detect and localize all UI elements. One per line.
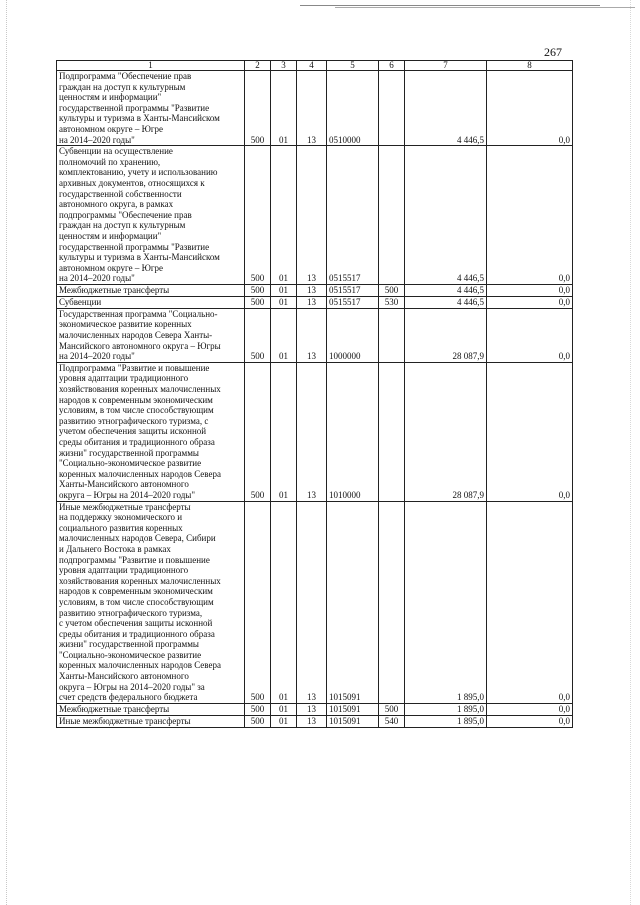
target-article-code: 1000000 [327, 308, 379, 362]
section-code: 01 [271, 703, 297, 715]
federal-amount-value: 0,0 [487, 308, 573, 362]
table-row [57, 146, 573, 285]
expense-type-code: 500 [379, 703, 405, 715]
amount-value: 4 446,5 [405, 284, 487, 296]
expense-type-code [379, 362, 405, 501]
federal-amount-value: 0,0 [487, 501, 573, 703]
item-name: Иные межбюджетные трансферты на поддержку экономического и социального развития коренных малочисленных народов Севера, Сибири и Дальнего Востока в рамках подпрограммы "Развитие и повышение уровня адаптации традиционного хозяйствования коренных малочисленных народов к современным экономическим условиям, в том числе способствующим развитию этнографического туризма, с учетом обеспечения защиты исконной среды обитания и традиционного образа жизни" государственной программы "Социально-экономическое развитие коренных малочисленных народов Севера Ханты-Мансийского автономного округа – Югры на 2014–2020 годы" за счет средств федерального бюджета [57, 501, 245, 703]
target-article-code: 1015091 [327, 501, 379, 703]
expense-type-code: 540 [379, 715, 405, 727]
ministry-code: 500 [245, 71, 271, 146]
table-row [57, 715, 573, 727]
amount-value: 4 446,5 [405, 146, 487, 285]
table-row [57, 71, 573, 146]
amount-value: 1 895,0 [405, 703, 487, 715]
left-scan-margin [6, 0, 11, 905]
table-row [57, 703, 573, 715]
subsection-code: 13 [297, 296, 327, 308]
federal-amount-value: 0,0 [487, 296, 573, 308]
ministry-code: 500 [245, 703, 271, 715]
section-code: 01 [271, 362, 297, 501]
amount-value: 4 446,5 [405, 296, 487, 308]
subsection-code: 13 [297, 501, 327, 703]
federal-amount-value: 0,0 [487, 703, 573, 715]
ministry-code: 500 [245, 501, 271, 703]
amount-value: 1 895,0 [405, 715, 487, 727]
page-number: 267 [544, 45, 562, 59]
federal-amount-value: 0,0 [487, 715, 573, 727]
amount-value: 28 087,9 [405, 308, 487, 362]
column-header: 6 [379, 61, 405, 71]
table-row [57, 308, 573, 362]
right-scan-margin [630, 0, 635, 905]
subsection-code: 13 [297, 715, 327, 727]
expense-type-code: 530 [379, 296, 405, 308]
federal-amount-value: 0,0 [487, 146, 573, 285]
table-row [57, 296, 573, 308]
section-code: 01 [271, 308, 297, 362]
item-name: Подпрограмма "Обеспечение прав граждан на доступ к культурным ценностям и информации" государственной программы "Развитие культуры и туризма в Ханты-Мансийском автономном округе – Югре на 2014–2020 годы" [57, 71, 245, 146]
federal-amount-value: 0,0 [487, 284, 573, 296]
subsection-code: 13 [297, 703, 327, 715]
subsection-code: 13 [297, 308, 327, 362]
ministry-code: 500 [245, 284, 271, 296]
subsection-code: 13 [297, 71, 327, 146]
ministry-code: 500 [245, 296, 271, 308]
section-code: 01 [271, 715, 297, 727]
column-header: 8 [487, 61, 573, 71]
table-header-row [57, 61, 573, 71]
section-code: 01 [271, 71, 297, 146]
section-code: 01 [271, 284, 297, 296]
column-header: 3 [271, 61, 297, 71]
target-article-code: 1010000 [327, 362, 379, 501]
column-header: 7 [405, 61, 487, 71]
subsection-code: 13 [297, 284, 327, 296]
column-header: 2 [245, 61, 271, 71]
ministry-code: 500 [245, 146, 271, 285]
table-row [57, 284, 573, 296]
section-code: 01 [271, 501, 297, 703]
target-article-code: 1015091 [327, 703, 379, 715]
item-name: Межбюджетные трансферты [57, 703, 245, 715]
target-article-code: 0515517 [327, 284, 379, 296]
amount-value: 4 446,5 [405, 71, 487, 146]
federal-amount-value: 0,0 [487, 71, 573, 146]
top-rule-line [300, 5, 600, 6]
expense-type-code [379, 501, 405, 703]
target-article-code: 0515517 [327, 146, 379, 285]
subsection-code: 13 [297, 362, 327, 501]
expense-type-code [379, 308, 405, 362]
section-code: 01 [271, 146, 297, 285]
column-header: 4 [297, 61, 327, 71]
ministry-code: 500 [245, 308, 271, 362]
expense-type-code: 500 [379, 284, 405, 296]
item-name: Подпрограмма "Развитие и повышение уровня адаптации традиционного хозяйствования коренных малочисленных народов к современным экономическим условиям, в том числе способствующим развитию этнографического туризма, с учетом обеспечения защиты исконной среды обитания и традиционного образа жизни" государственной программы "Социально-экономическое развитие коренных малочисленных народов Севера Ханты-Мансийского автономного округа – Югры на 2014–2020 годы" [57, 362, 245, 501]
target-article-code: 0510000 [327, 71, 379, 146]
federal-amount-value: 0,0 [487, 362, 573, 501]
top-rule-line [335, 7, 635, 8]
item-name: Иные межбюджетные трансферты [57, 715, 245, 727]
subsection-code: 13 [297, 146, 327, 285]
top-edge-rule [0, 0, 640, 14]
ministry-code: 500 [245, 715, 271, 727]
target-article-code: 1015091 [327, 715, 379, 727]
table-row [57, 501, 573, 703]
section-code: 01 [271, 296, 297, 308]
amount-value: 28 087,9 [405, 362, 487, 501]
ministry-code: 500 [245, 362, 271, 501]
amount-value: 1 895,0 [405, 501, 487, 703]
item-name: Субвенции на осуществление полномочий по хранению, комплектованию, учету и использованию архивных документов, относящихся к государственной собственности автономного округа, в рамках подпрограммы "Обеспечение прав граждан на доступ к культурным ценностям и информации" государственной программы "Развитие культуры и туризма в Ханты-Мансийском автономном округе – Югре на 2014–2020 годы" [57, 146, 245, 285]
item-name: Государственная программа "Социально- экономическое развитие коренных малочисленных народов Севера Ханты- Мансийского автономного округа – Югры на 2014–2020 годы" [57, 308, 245, 362]
target-article-code: 0515517 [327, 296, 379, 308]
item-name: Субвенции [57, 296, 245, 308]
budget-table [56, 60, 573, 728]
item-name: Межбюджетные трансферты [57, 284, 245, 296]
expense-type-code [379, 146, 405, 285]
column-header: 1 [57, 61, 245, 71]
column-header: 5 [327, 61, 379, 71]
expense-type-code [379, 71, 405, 146]
table-row [57, 362, 573, 501]
